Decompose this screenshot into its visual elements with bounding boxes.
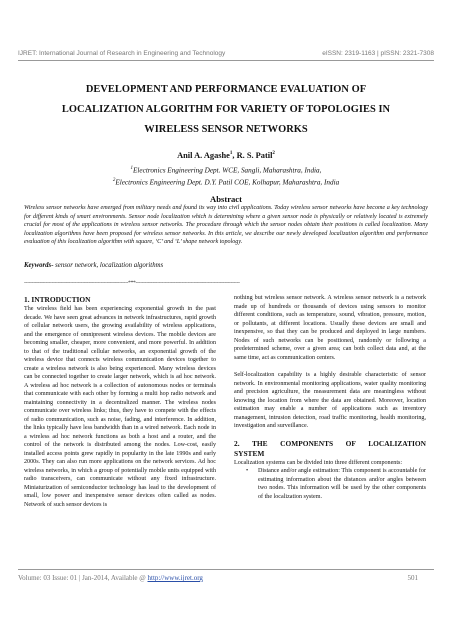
section-heading: 2. THE COMPONENTS OF LOCALIZATION <box>234 438 426 448</box>
body-paragraph: Localization systems can be divided into three different components: <box>234 459 403 466</box>
section-separator: --------------------------------------------------------------------***-------------------------------------------------------------------- <box>24 280 240 286</box>
right-column <box>234 294 426 501</box>
body-paragraph: Self-localization capability is a highly desirable characteristic of sensor network. In environmental monitoring applications, water quality monitoring and precision agriculture, the measurement data are meaningless without knowing the location from where the data are obtained. Moreover, location estimation may enable a number of applications such as inventory management, intrusion detection, road traffic monitoring, health monitoring, investigation and surveillance. <box>234 372 426 430</box>
paper-title <box>30 80 422 140</box>
issn-info: eISSN: 2319-1163 | pISSN: 2321-7308 <box>322 50 434 57</box>
author-name: Anil A. Agashe <box>177 151 230 160</box>
keywords-label: Keywords- <box>24 262 54 269</box>
keywords <box>24 262 428 269</box>
author-name: R. S. Patil <box>236 151 273 160</box>
header-divider <box>18 60 434 61</box>
journal-header <box>18 50 434 57</box>
affiliation-line <box>0 176 452 188</box>
author-list <box>0 151 452 160</box>
affiliation-line <box>0 164 452 176</box>
title-line: LOCALIZATION ALGORITHM FOR VARIETY OF TOPOLOGIES IN <box>61 104 391 115</box>
body-paragraph: The wireless field has been experiencing exponential growth in the past decade. We have seen great advances in network infrastructures, rapid growth of cellular network users, the growing availability of wireless applications, and the emergence of omnipresent wireless devices. The mobile devices are becoming smaller, cheaper, more convenient, and more powerful. In addition to that of the traditional cellular networks, an exponential growth of the wireless device that connects wireless communication devices together to create a wireless network is also being experienced. Many wireless devices can be connected together to create larger network, which is ad hoc network. A wireless ad hoc network is a collection of autonomous nodes or terminals that communicate with each other by forming a multi hop radio network and maintaining connectivity in a decentralized manner. The wireless nodes communicate over wireless links; thus, they have to compete with the effects of radio communication, such as noise, fading, and interference. In addition, the links typically have less bandwidth than in a wired network. Each node in a wireless ad hoc network functions as both a host and a router, and the control of the network is distributed among the nodes. Low-cost, easily installed access points grew rapidly in popularity in the late 1990s and early 2000s. They can also run more applications on the network services. Ad hoc wireless networks, in which a group of potentially mobile units equipped with radio transceivers, can communicate without any fixed infrastructure. Miniaturization of semiconductor technology has lead to the development of small, low power and inexpensive sensor devices often called as nodes. Network of such sensor devices is <box>24 306 216 508</box>
footer-volume-text: Volume: 03 Issue: 01 | Jan-2014, Available @ <box>18 574 148 582</box>
abstract-heading: Abstract <box>210 194 242 204</box>
section-heading: 1. INTRODUCTION <box>24 295 91 304</box>
page-footer <box>18 574 418 582</box>
keywords-text: sensor network, localization algorithms <box>53 262 164 269</box>
abstract-text: Wireless sensor networks have emerged from military needs and found its way into civil applications. Today wireless sensor networks have become a key technology for different kinds of smart environments. Sensor node localization which is determining where a given sensor node is physically or relatively located is extremely crucial for most of the applications in wireless sensor networks. The procedure through which the sensor nodes obtain their positions is called localization. Many localization algorithms have been proposed for wireless sensor networks. In this article, we describe our newly developed localization algorithm and performance evaluation of this localization algorithm with square, ‘C’ and ‘L’ shape network topology. <box>24 205 428 245</box>
affiliations <box>0 164 452 188</box>
footer-volume <box>18 574 203 582</box>
section-heading-continued: SYSTEM <box>234 448 265 458</box>
bullet-icon: • <box>246 468 249 475</box>
author-affiliation-mark: 2 <box>272 151 275 157</box>
title-line: WIRELESS SENSOR NETWORKS <box>144 124 308 135</box>
list-item-text: Distance and/or angle estimation: This component is accountable for estimating information about the distances and/or angles between two nodes. This information will be used by the other components of the localization system. <box>258 468 426 500</box>
author-separator: , <box>232 151 237 160</box>
affiliation-mark: 1 <box>130 166 134 171</box>
author-affiliation-mark: 1 <box>229 151 233 157</box>
list-item <box>246 467 426 501</box>
left-column <box>24 295 216 509</box>
title-line: DEVELOPMENT AND PERFORMANCE EVALUATION OF <box>85 84 367 95</box>
affiliation-text: Electronics Engineering Dept. WCE, Sangli, Maharashtra, India, <box>133 166 322 175</box>
body-paragraph: nothing but wireless sensor network. A wireless sensor network is a network made up of hundreds or thousands of devices using sensors to monitor different conditions, such as temperature, sound, vibration, pressure, motion, or pollutants, at different locations. Usually these devices are small and inexpensive, so that they can be produced and deployed in large numbers. Nodes of such networks can be positioned, randomly or following a predetermined scheme, over a given area; can both collect data and, at the same time, act as communication centers. <box>234 295 426 361</box>
journal-url-link[interactable]: http://www.ijret.org <box>147 574 203 582</box>
affiliation-mark: 2 <box>112 177 116 183</box>
footer-divider <box>18 569 434 570</box>
affiliation-text: Electronics Engineering Dept. D.Y. Patil COE, Kolhapur, Maharashtra, India <box>115 178 340 187</box>
page-number: 501 <box>407 574 418 582</box>
journal-name: IJRET: International Journal of Research in Engineering and Technology <box>18 50 226 57</box>
components-list <box>234 467 426 501</box>
